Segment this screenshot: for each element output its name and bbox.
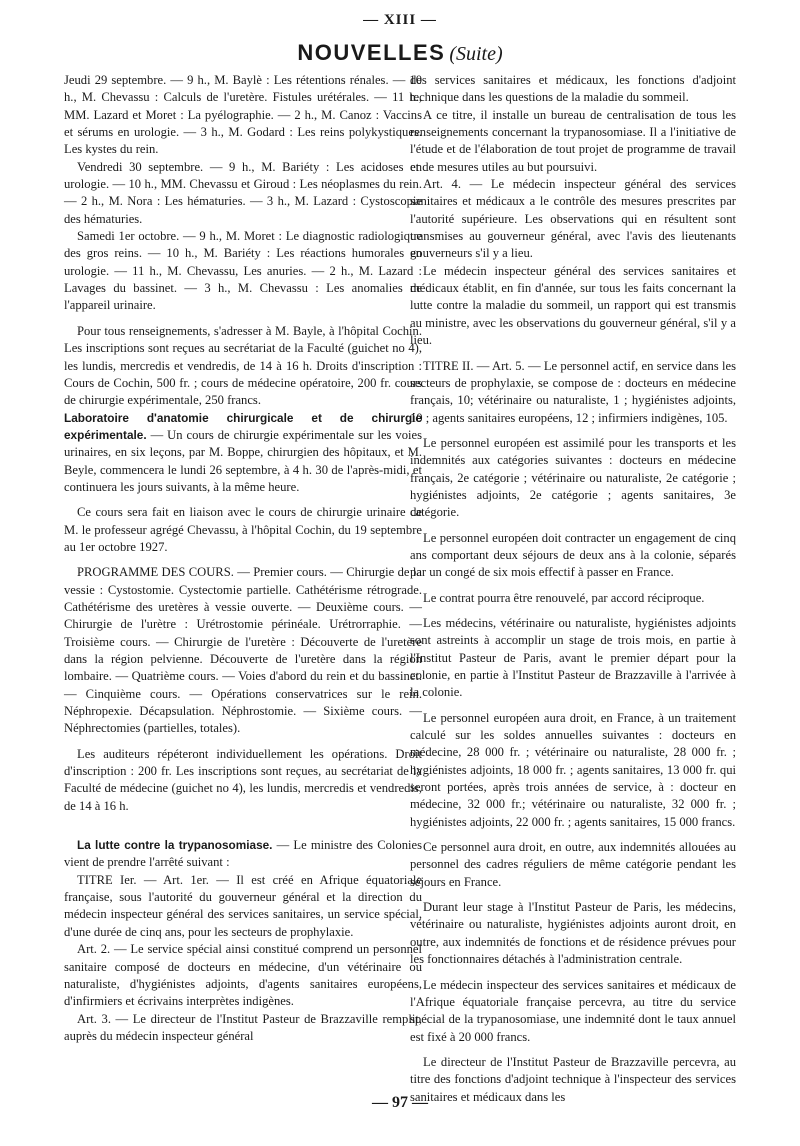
paragraph-lab [64, 410, 422, 497]
paragraph: Art. 3. — Le directeur de l'Institut Pasteur de Brazzaville remplit, auprès du médecin inspecteur général [64, 1011, 422, 1043]
page-number: — 97 — [372, 1094, 428, 1111]
paragraph: Vendredi 30 septembre. — 9 h., M. Bariéty : Les acidoses en urologie. — 10 h., MM. Chevassu et Giroud : Les néoplasmes du rein. — 2 h., M. Nora : Les hématuries. — 3 h., M. Lazard : Cystoscopie des hématuries. [64, 159, 422, 226]
lab-heading: Laboratoire d'anatomie chirurgicale et de chirurgie expérimentale. [64, 410, 422, 442]
paragraph: Le médecin inspecteur des services sanitaires et médicaux de l'Afrique équatoriale française percevra, au titre du service spécial de la trypanosomiase, une indemnité dont le taux annuel est fixé à 20 000 francs. [410, 977, 736, 1044]
title-nouvelles: NOUVELLES [297, 40, 446, 65]
paragraph: Le directeur de l'Institut Pasteur de Brazzaville percevra, au titre des fonctions d'adjoint technique à l'inspecteur des services sanitaires et médicaux dans les [410, 1054, 736, 1104]
right-column [410, 72, 736, 1106]
roman-page-number: — XIII — [363, 12, 437, 28]
paragraph: des services sanitaires et médicaux, les fonctions d'adjoint technique dans les questions de la maladie du sommeil. [410, 73, 736, 105]
paragraph: Le personnel européen doit contracter un engagement de cinq ans comportant deux séjours de deux ans à la colonie, séparés par un congé de six mois effectif à passer en France. [410, 530, 736, 580]
paragraph: Art. 4. — Le médecin inspecteur général des services sanitaires et médicaux a le contrôle des mesures prescrites par l'autorité supérieure. Les observations qui en résultent sont transmises au gouverneur général, avec l'avis des lieutenants gouverneurs s'il y a lieu. [410, 177, 736, 261]
paragraph: Les médecins, vétérinaire ou naturaliste, hygiénistes adjoints sont astreints à accomplir un stage de trois mois, en partie à l'Institut Pasteur de Paris, avant le premier départ pour la colonie, en partie à l'Institut Pasteur de Brazzaville à l'arrivée à la colonie. [410, 615, 736, 700]
left-column [64, 72, 422, 1045]
paragraph: Le personnel européen aura droit, en France, à un traitement calculé sur les soldes annuelles suivantes : docteurs en médecine, 28 000 fr. ; vétérinaire ou naturaliste, 28 000 fr. ; hygiénistes adjoints, 18 000 fr. ; agents sanitaires, 13 000 fr. qui seront portées, après trois années de service, à : docteur en médecine, 32 000 fr.; vétérinaire ou naturaliste, 32 000 fr. ; hygiénistes adjoints, 22 000 fr. ; agents sanitaires, 15 000 francs. [410, 710, 736, 829]
trypanosomiase-text: — Le ministre des Colonies vient de prendre l'arrêté suivant : [64, 838, 422, 870]
paragraph: Ce cours sera fait en liaison avec le cours de chirurgie urinaire de M. le professeur agrégé Chevassu, à l'hôpital Cochin, du 19 septembre au 1er octobre 1927. [64, 505, 422, 554]
paragraph: Les auditeurs répéteront individuellement les opérations. Droit d'inscription : 200 fr. Les inscriptions sont reçues, au secrétariat de la Faculté de médecine (guichet no 4), les lundis, mercredis et vendredis, de 14 à 16 h. [64, 746, 422, 813]
paragraph: Samedi 1er octobre. — 9 h., M. Moret : Le diagnostic radiologique des gros reins. — 10 h., M. Bariéty : Les réactions humorales en urologie. — 11 h., M. Chevassu, Les anuries. — 2 h., M. Lazard : Lavages du bassinet. — 3 h., M. Chevassu : Les anomalies de l'appareil urinaire. [64, 229, 422, 313]
paragraph: Durant leur stage à l'Institut Pasteur de Paris, les médecins, vétérinaire ou naturaliste, hygiénistes adjoints auront droit, en outre, aux indemnités de fonctions et de résidence prévues pour les fonctionnaires détachés à l'administration centrale. [410, 900, 736, 967]
paragraph: A ce titre, il installe un bureau de centralisation de tous les renseignements concernant la trypanosomiase. Il a l'initiative de l'étude et de l'élaboration de tout projet de programme de travail et de mesures utiles au but poursuivi. [410, 107, 736, 174]
title-suite: (Suite) [449, 43, 503, 65]
lab-text: — Un cours de chirurgie expérimentale sur les voies urinaires, en six leçons, par M. Boppe, chirurgien des hôpitaux, et M. Beyle, commencera le lundi 26 septembre, à 4 h. 30 de l'après-midi, et continuera les jours suivants, à la même heure. [64, 427, 422, 494]
paragraph: Le médecin inspecteur général des services sanitaires et médicaux établit, en fin d'année, sur tous les faits concernant la lutte contre la maladie du sommeil, un rapport qui est transmis au ministre, avec les observations du gouverneur général, s'il y a lieu. [410, 263, 736, 348]
paragraph: Art. 2. — Le service spécial ainsi constitué comprend un personnel sanitaire composé de docteurs en médecine, d'un vétérinaire ou naturaliste, d'hygiénistes adjoints, d'agents sanitaires européens, d'infirmiers et écrivains interprètes indigènes. [64, 942, 422, 1009]
paragraph: Le contrat pourra être renouvelé, par accord réciproque. [423, 590, 705, 605]
paragraph-trypanosomiase [64, 837, 422, 872]
paragraph-programme: PROGRAMME DES COURS. — Premier cours. — Chirurgie de la vessie : Cystostomie. Cystectomie partielle. Cathétérisme rétrograde. Cathétérisme des uretères à vessie ouverte. — Deuxième cours. — Chirurgie de l'urètre : Urétrostomie périnéale. Urétrorraphie. — Troisième cours. — Chirurgie de l'uretère : Découverte de l'uretère dans la région pelvienne. Découverte de l'uretère dans la région lombaire. — Quatrième cours. — Voies d'abord du rein et du bassinet. — Cinquième cours. — Opérations conservatrices sur le rein. Néphropexie. Décapsulation. Néphrostomie. — Sixième cours. — Néphrectomies (partielles, totales). [64, 565, 422, 736]
paragraph: TITRE Ier. — Art. 1er. — Il est créé en Afrique équatoriale française, sous l'autorité du gouverneur général et la direction du médecin inspecteur général des services sanitaires, un service spécial, d'une durée de cinq ans, pour les secteurs de prophylaxie. [64, 872, 422, 939]
section-title [0, 40, 800, 66]
paragraph: TITRE II. — Art. 5. — Le personnel actif, en service dans les secteurs de prophylaxie, se compose de : docteurs en médecine français, 10; vétérinaire ou naturaliste, 1 ; hygiénistes adjoints, 10 ; agents sanitaires européens, 12 ; infirmiers indigènes, 105. [410, 358, 736, 425]
paragraph: Jeudi 29 septembre. — 9 h., M. Baylè : Les rétentions rénales. — 10 h., M. Chevassu : Calculs de l'uretère. Fistules urétérales. — 11 h., MM. Lazard et Moret : La pyélographie. — 2 h., M. Canoz : Vaccins et sérums en urologie. — 3 h., M. Godard : Les reins polykystiques. Les kystes du rein. [64, 73, 422, 157]
paragraph: Pour tous renseignements, s'adresser à M. Bayle, à l'hôpital Cochin. Les inscriptions sont reçues au secrétariat de la Faculté (guichet no 4), les lundis, mercredis et vendredis, de 14 à 16 h. Droits d'inscription : Cours de Cochin, 500 fr. ; cours de médecine opératoire, 200 fr. cours de chirurgie expérimentale, 250 francs. [64, 323, 422, 408]
paragraph: Ce personnel aura droit, en outre, aux indemnités allouées au personnel des cadres réguliers de même catégorie pendant les séjours en France. [410, 840, 736, 889]
paragraph: Le personnel européen est assimilé pour les transports et les indemnités aux catégories suivantes : docteurs en médecine français, 2e catégorie ; vétérinaire ou naturaliste, 2e catégorie ; hygiénistes adjoints, 2e catégorie ; agents sanitaires, 3e catégorie. [410, 435, 736, 520]
trypanosomiase-heading: La lutte contre la trypanosomiase. [77, 838, 273, 853]
